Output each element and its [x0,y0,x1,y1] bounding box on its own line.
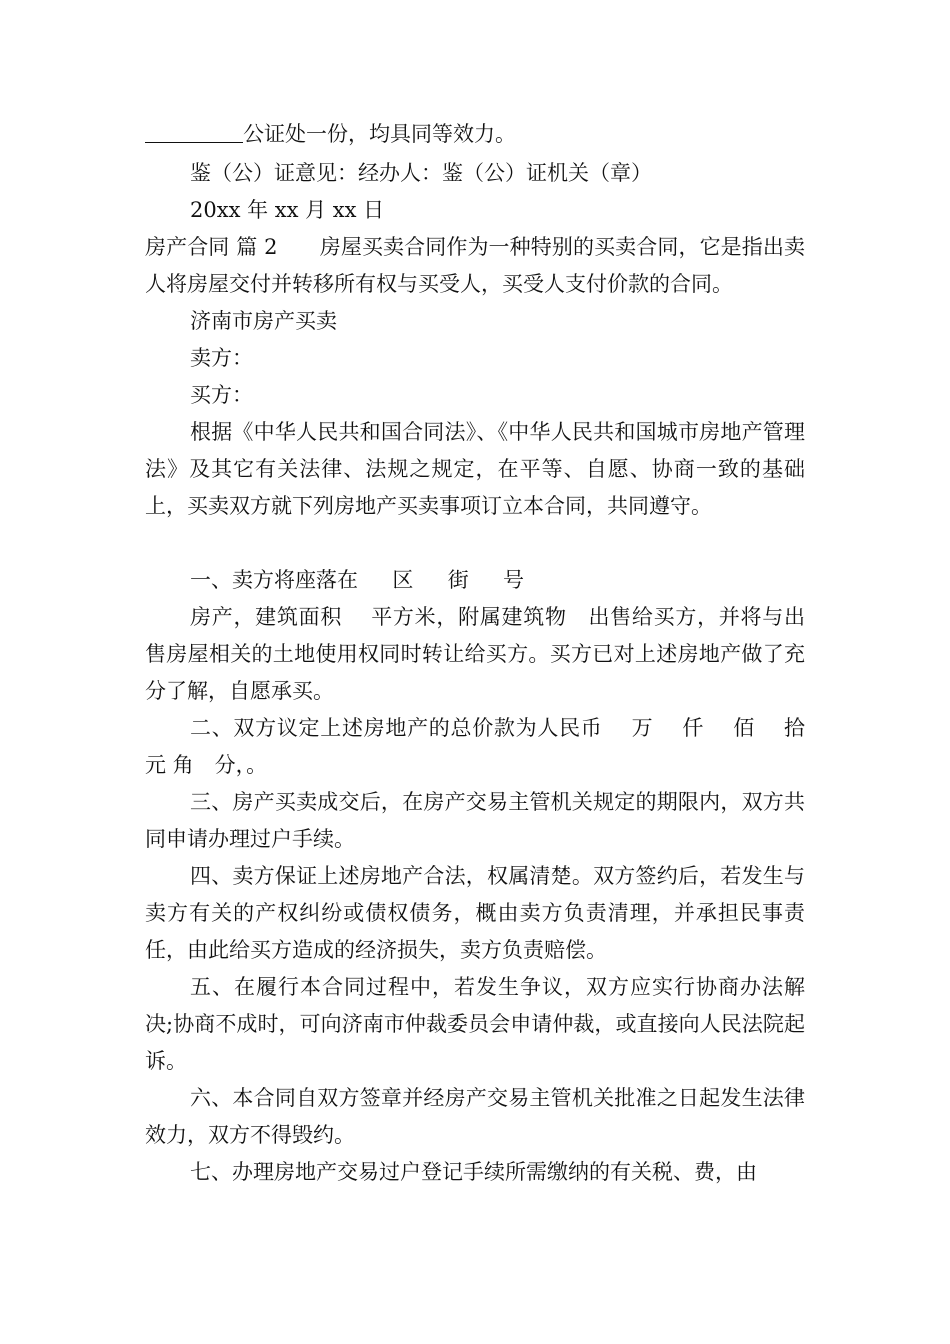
clause-4: 四、卖方保证上述房地产合法，权属清楚。双方签约后，若发生与卖方有关的产权纠纷或债权债务，概由卖方负责清理，并承担民事责任，由此给买方造成的经济损失，卖方负责赔偿。 [145,864,805,962]
seller-line: 卖方： [190,346,253,370]
clause-1-location: 一、卖方将座落在 区 街 号 [190,568,525,592]
notary-copy-line [145,116,805,153]
notary-copy-text: 公证处一份，均具同等效力。 [243,122,516,146]
notary-opinion-line: 鉴（公）证意见：经办人：鉴（公）证机关（章） [190,161,652,185]
clause-3: 三、房产买卖成交后，在房产交易主管机关规定的期限内，双方共同申请办理过户手续。 [145,790,805,851]
fill-in-blank [145,122,243,143]
clause-2: 二、双方议定上述房地产的总价款为人民币 万 仟 佰 拾 元 角 分，。 [145,716,833,777]
clause-6: 六、本合同自双方签章并经房产交易主管机关批准之日起发生法律效力，双方不得毁约。 [145,1086,805,1147]
section2-intro: 房产合同 篇 2 房屋买卖合同作为一种特别的买卖合同，它是指出卖人将房屋交付并转移所有权与买受人，买受人支付价款的合同。 [145,235,805,296]
buyer-line: 买方： [190,383,253,407]
date-line: 20xx 年 xx 月 xx 日 [190,198,385,222]
clause-7: 七、办理房地产交易过户登记手续所需缴纳的有关税、费，由 [190,1160,757,1184]
clause-5: 五、在履行本合同过程中，若发生争议，双方应实行协商办法解决;协商不成时，可向济南市仲裁委员会申请仲裁，或直接向人民法院起诉。 [145,975,805,1073]
basis-paragraph: 根据《中华人民共和国合同法》、《中华人民共和国城市房地产管理法》及其它有关法律、法规之规定，在平等、自愿、协商一致的基础上，买卖双方就下列房地产买卖事项订立本合同，共同遵守。 [145,420,805,518]
contract-title: 济南市房产买卖 [190,309,337,333]
clause-1-detail: 房产，建筑面积 平方米，附属建筑物 出售给买方，并将与出售房屋相关的土地使用权同时转让给买方。买方已对上述房地产做了充分了解，自愿承买。 [145,605,805,703]
